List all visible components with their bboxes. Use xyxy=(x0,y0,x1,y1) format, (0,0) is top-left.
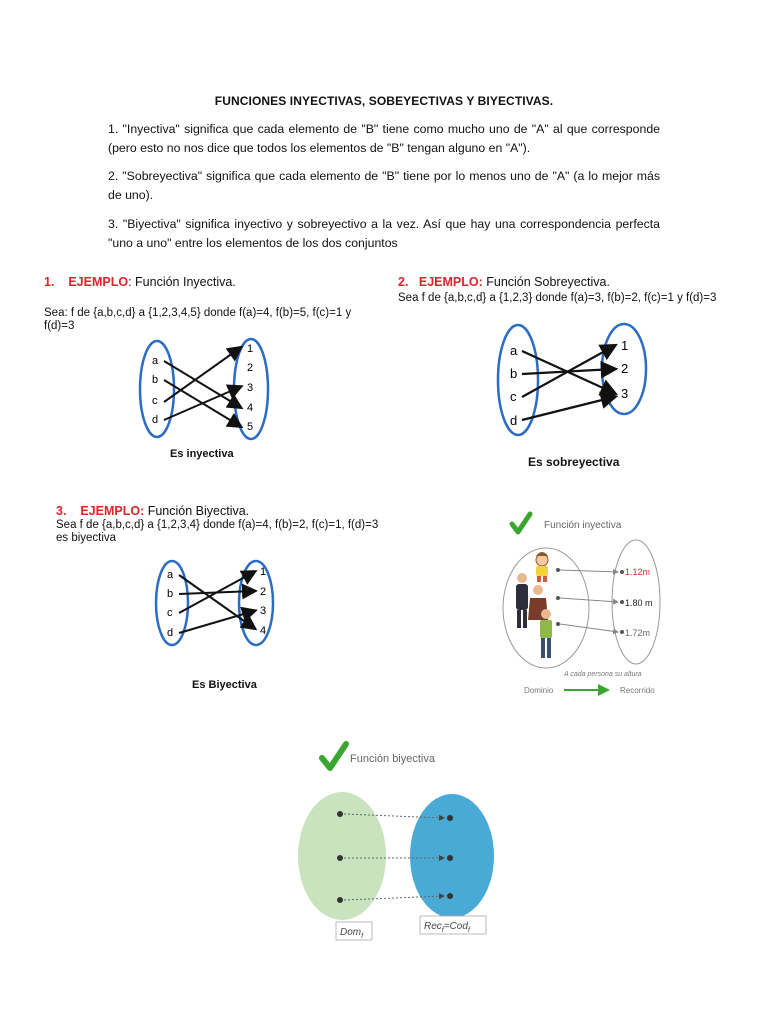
domain-c: c xyxy=(510,389,517,404)
height-value-1: 1.12m xyxy=(625,567,651,577)
codomain-3: 3 xyxy=(247,382,254,394)
domain-c: c xyxy=(152,395,158,407)
example-1-caption: Es inyectiva xyxy=(170,448,234,460)
domain-d: d xyxy=(152,414,159,426)
domain-a: a xyxy=(167,569,174,581)
domain-b: b xyxy=(510,366,518,381)
codomain-1: 1 xyxy=(260,566,267,578)
example-3-diagram xyxy=(150,556,280,651)
man-person-icon xyxy=(516,573,528,628)
codomain-ellipse xyxy=(239,561,273,645)
rec-label: Rec$_f$=Cod$_f$ xyxy=(424,921,470,934)
arrow-a-4 xyxy=(164,361,240,407)
arrow-child-height xyxy=(560,570,618,572)
arrow-a-4 xyxy=(179,575,254,628)
domain-b: b xyxy=(167,588,174,600)
child-person-icon xyxy=(536,552,548,582)
example-2-heading: 2. EJEMPLO: Función Sobreyectiva. xyxy=(398,275,610,289)
codomain-2: 2 xyxy=(621,361,629,376)
example-3-caption: Es Biyectiva xyxy=(192,679,257,691)
check-icon xyxy=(322,744,346,768)
domain-a: a xyxy=(152,355,159,367)
recorrido-label: Recorrido xyxy=(620,686,655,695)
height-value-2: 1.80 m xyxy=(625,598,653,608)
domain-c: c xyxy=(167,607,173,619)
example-2-statement: Sea f de {a,b,c,d} a {1,2,3} donde f(a)=3, f(b)=2, f(c)=1 y f(d)=3 xyxy=(398,292,717,304)
codomain-2: 2 xyxy=(260,586,267,598)
arrow-youth-height xyxy=(560,624,618,632)
figure-inyectiva-people xyxy=(498,510,678,700)
codomain-3: 3 xyxy=(621,386,629,401)
example-2-caption: Es sobreyectiva xyxy=(528,455,620,469)
domain-a: a xyxy=(510,343,518,358)
figure-inyectiva-title: Función inyectiva xyxy=(544,520,622,531)
arrow-note: A cada persona su altura xyxy=(564,671,642,678)
codomain-2: 2 xyxy=(247,362,254,374)
codomain-4: 4 xyxy=(247,402,254,414)
height-value-3: 1.72m xyxy=(625,628,651,638)
example-2-diagram xyxy=(488,320,653,445)
dominio-label: Dominio xyxy=(524,686,554,695)
definition-inyectiva: 1. "Inyectiva" significa que cada elemento de "B" tiene como mucho uno de "A" al que corresponde (pero esto no nos dice que todos los elementos de "B" tengan alguno en "A"). xyxy=(108,122,660,155)
example-1-heading: 1. EJEMPLO: Función Inyectiva. xyxy=(44,275,236,289)
definition-sobreyectiva: 2. "Sobreyectiva" significa que cada elemento de "B" tiene por lo menos uno de "A" (a lo mejor más de uno). xyxy=(108,169,660,202)
domain-d: d xyxy=(510,413,518,428)
example-3-statement: Sea f de {a,b,c,d} a {1,2,3,4} donde f(a)=4, f(b)=2, f(c)=1, f(d)=3 es biyectiva xyxy=(56,519,379,544)
arrow-c-1 xyxy=(164,348,240,402)
figure-biyectiva-title: Función biyectiva xyxy=(350,753,435,765)
codomain-3: 3 xyxy=(260,605,267,617)
example-1-statement: Sea: f de {a,b,c,d} a {1,2,3,4,5} donde f(a)=4, f(b)=5, f(c)=1 y f(d)=3 xyxy=(44,307,352,332)
document-title: FUNCIONES INYECTIVAS, SOBEYECTIVAS Y BIYECTIVAS. xyxy=(214,94,554,108)
codomain-4: 4 xyxy=(260,625,267,637)
figure-biyectiva xyxy=(290,736,520,946)
codomain-1: 1 xyxy=(247,343,254,355)
definition-biyectiva: 3. "Biyectiva" significa inyectivo y sobreyectivo a la vez. Así que hay una correspondencia perfecta "uno a uno" entre los elementos de los dos conjuntos xyxy=(108,217,660,250)
dom-label: Dom$_f$ xyxy=(340,927,364,940)
arrow-d-3 xyxy=(164,387,240,420)
codomain-1: 1 xyxy=(621,338,629,353)
codomain-5: 5 xyxy=(247,421,254,433)
check-icon xyxy=(512,514,530,532)
youth-person-icon xyxy=(540,609,552,658)
domain-d: d xyxy=(167,627,174,639)
example-1-diagram xyxy=(130,336,280,446)
arrow-c-1 xyxy=(179,572,254,613)
example-3-heading: 3. EJEMPLO: Función Biyectiva. xyxy=(56,504,250,518)
domain-b: b xyxy=(152,374,159,386)
